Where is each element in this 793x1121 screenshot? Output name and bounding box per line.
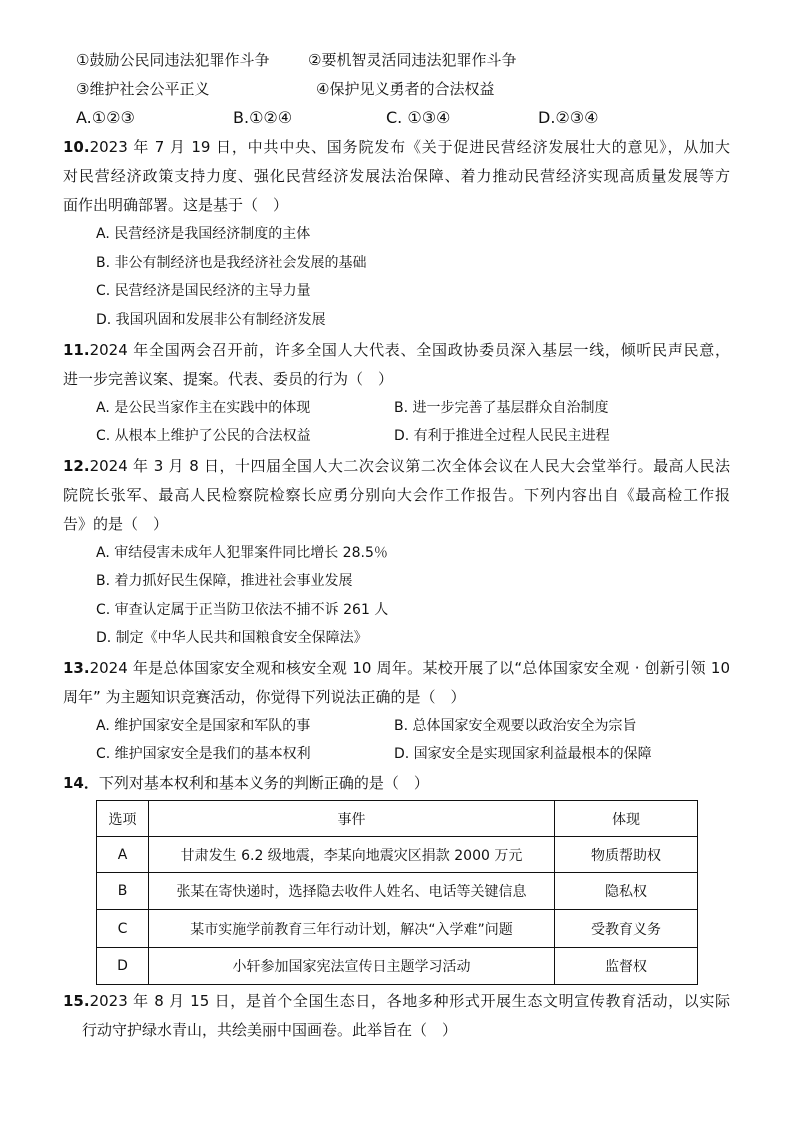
row-event: 张某在寄快递时，选择隐去收件人姓名、电话等关键信息	[149, 873, 555, 910]
q10-number: 10.	[63, 138, 90, 156]
q12-option-d: D. 制定《中华人民共和国粮食安全保障法》	[96, 630, 368, 646]
q15-stem-line-2: 行动守护绿水青山，共绘美丽中国画卷。此举旨在（ ）	[82, 1021, 458, 1039]
q9-option-d: D.②③④	[538, 108, 599, 127]
header-option: 选项	[97, 801, 149, 837]
q9-option-a: A.①②③	[76, 108, 135, 127]
table-header-row	[97, 801, 698, 837]
q11-option-d: D. 有利于推进全过程人民民主进程	[394, 428, 610, 444]
q11-stem-line-1: 11.2024 年全国两会召开前，许多全国人大代表、全国政协委员深入基层一线，倾听民声民意，	[63, 341, 730, 359]
row-reflects: 监督权	[555, 948, 698, 985]
row-reflects: 物质帮助权	[555, 837, 698, 873]
q13-stem-line-2: 周年” 为主题知识竞赛活动，你觉得下列说法正确的是（ ）	[63, 688, 466, 706]
q13-option-a: A. 维护国家安全是国家和军队的事	[96, 718, 311, 734]
q9-statement-1: ①鼓励公民同违法犯罪作斗争	[76, 51, 270, 69]
q12-stem-line-2: 院院长张军、最高人民检察院检察长应勇分别向大会作工作报告。下列内容出自《最高检工作报	[63, 486, 730, 504]
row-label: D	[97, 948, 149, 985]
table-row	[97, 910, 698, 948]
q9-statement-4: ④保护见义勇者的合法权益	[316, 80, 495, 98]
header-reflects: 体现	[555, 801, 698, 837]
q10-option-d: D. 我国巩固和发展非公有制经济发展	[96, 312, 326, 328]
q10-option-a: A. 民营经济是我国经济制度的主体	[96, 226, 311, 242]
row-reflects: 隐私权	[555, 873, 698, 910]
table-row	[97, 837, 698, 873]
q10-stem-line-3: 面作出明确部署。这是基于（ ）	[63, 196, 289, 214]
q9-statement-2: ②要机智灵活同违法犯罪作斗争	[308, 51, 517, 69]
table-row	[97, 873, 698, 910]
q15-number: 15.	[63, 992, 90, 1010]
row-label: A	[97, 837, 149, 873]
q15-stem-line-1: 15.2023 年 8 月 15 日，是首个全国生态日，各地多种形式开展生态文明宣传教育活动，以实际	[63, 992, 730, 1010]
q11-option-c: C. 从根本上维护了公民的合法权益	[96, 428, 311, 444]
row-label: B	[97, 873, 149, 910]
q11-number: 11.	[63, 341, 90, 359]
q14-stem: 14．下列对基本权利和基本义务的判断正确的是（ ）	[63, 774, 429, 792]
q13-option-d: D. 国家安全是实现国家利益最根本的保障	[394, 746, 652, 762]
q11-option-a: A. 是公民当家作主在实践中的体现	[96, 400, 311, 416]
q13-stem-line-1: 13.2024 年是总体国家安全观和核安全观 10 周年。某校开展了以“总体国家安全观 · 创新引领 10	[63, 659, 730, 677]
q14-table	[96, 800, 698, 985]
q10-option-b: B. 非公有制经济也是我经济社会发展的基础	[96, 255, 367, 271]
q10-stem-line-2: 对民营经济政策支持力度、强化民营经济发展法治保障、着力推动民营经济实现高质量发展等方	[63, 167, 730, 185]
q12-option-a: A. 审结侵害未成年人犯罪案件同比增长 28.5％	[96, 545, 388, 561]
q12-number: 12.	[63, 457, 90, 475]
row-event: 小轩参加国家宪法宣传日主题学习活动	[149, 948, 555, 985]
q12-stem-line-1: 12.2024 年 3 月 8 日，十四届全国人大二次会议第二次全体会议在人民大会堂举行。最高人民法	[63, 457, 730, 475]
q12-option-b: B. 着力抓好民生保障，推进社会事业发展	[96, 573, 353, 589]
q9-statement-3: ③维护社会公平正义	[76, 80, 210, 98]
q12-option-c: C. 审查认定属于正当防卫依法不捕不诉 261 人	[96, 602, 389, 618]
table-row	[97, 948, 698, 985]
row-reflects: 受教育义务	[555, 910, 698, 948]
q14-number: 14．	[63, 774, 99, 792]
q9-option-c: C. ①③④	[386, 108, 451, 127]
q11-stem-line-2: 进一步完善议案、提案。代表、委员的行为（ ）	[63, 370, 394, 388]
header-event: 事件	[149, 801, 555, 837]
q9-option-b: B.①②④	[233, 108, 293, 127]
q12-stem-line-3: 告》的是（ ）	[63, 515, 169, 533]
q10-option-c: C. 民营经济是国民经济的主导力量	[96, 283, 311, 299]
q13-option-c: C. 维护国家安全是我们的基本权利	[96, 746, 311, 762]
row-event: 甘肃发生 6.2 级地震，李某向地震灾区捐款 2000 万元	[149, 837, 555, 873]
row-event: 某市实施学前教育三年行动计划，解决“入学难”问题	[149, 910, 555, 948]
q10-stem-line-1: 10.2023 年 7 月 19 日，中共中央、国务院发布《关于促进民营经济发展壮大的意见》，从加大	[63, 138, 730, 156]
q13-option-b: B. 总体国家安全观要以政治安全为宗旨	[394, 718, 637, 734]
q11-option-b: B. 进一步完善了基层群众自治制度	[394, 400, 609, 416]
row-label: C	[97, 910, 149, 948]
q13-number: 13.	[63, 659, 90, 677]
